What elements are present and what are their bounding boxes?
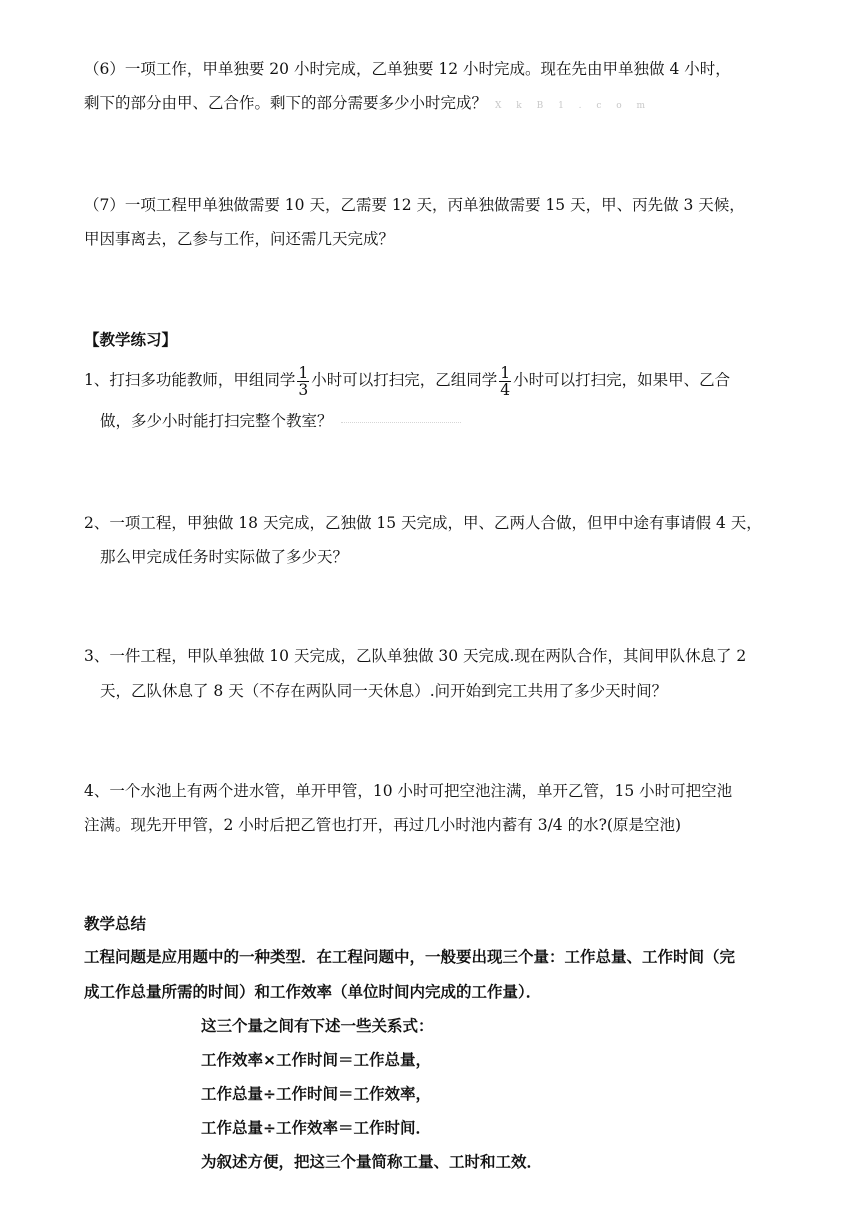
relation-2: 工作总量÷工作时间＝工作效率， [201, 1085, 431, 1103]
summary-line-2: 成工作总量所需的时间）和工作效率（单位时间内完成的工作量）． [84, 983, 542, 1001]
summary-closing: 为叙述方便，把这三个量简称工量、工时和工效． [201, 1153, 543, 1171]
problem-6-text: 剩下的部分由甲、乙合作。剩下的部分需要多少小时完成？ [84, 94, 488, 112]
practice-heading: 【教学练习】 [84, 331, 178, 349]
problem-6-line-2 [84, 92, 651, 117]
practice-1-part-b: 小时可以打扫完，乙组同学 [311, 371, 498, 389]
fraction-one-fourth [499, 365, 511, 398]
practice-4-line-2: 注满。现先开甲管，2 小时后把乙管也打开，再过几小时池内蓄有 3/4 的水?(原是空池) [84, 816, 681, 834]
fraction-1-numerator: 1 [298, 363, 309, 382]
relations-intro: 这三个量之间有下述一些关系式： [201, 1017, 434, 1035]
relation-1: 工作效率×工作时间＝工作总量， [201, 1051, 431, 1069]
summary-heading: 教学总结 [84, 915, 147, 933]
practice-4-line-1: 4、一个水池上有两个进水管，单开甲管，10 小时可把空池注满，单开乙管，15 小时可把空池 [84, 782, 733, 800]
practice-1-part-c: 小时可以打扫完，如果甲、乙合 [513, 371, 731, 389]
practice-1-line-1 [84, 360, 730, 400]
practice-1-text: 做，多少小时能打扫完整个教室？ [100, 412, 333, 430]
practice-2-line-2: 那么甲完成任务时实际做了多少天？ [100, 548, 349, 566]
practice-2-line-1: 2、一项工程，甲独做 18 天完成，乙独做 15 天完成，甲、乙两人合做，但甲中途有事请假 4 天， [84, 514, 762, 532]
problem-7-line-2: 甲因事离去，乙参与工作，问还需几天完成？ [84, 230, 395, 248]
fraction-1-denominator: 3 [298, 380, 309, 399]
problem-7-line-1: （7）一项工程甲单独做需要 10 天，乙需要 12 天，丙单独做需要 15 天，甲、丙先做 3 天候， [84, 196, 745, 214]
practice-3-line-2: 天，乙队休息了 8 天（不存在两队同一天休息）.问开始到完工共用了多少天时间？ [100, 682, 668, 700]
practice-3-line-1: 3、一件工程，甲队单独做 10 天完成，乙队单独做 30 天完成.现在两队合作，其间甲队休息了 2 [84, 647, 747, 665]
practice-1-part-a: 1、打扫多功能教师，甲组同学 [84, 371, 296, 389]
watermark-dotted-line [341, 422, 461, 423]
watermark: X k B 1 . c o m [495, 101, 652, 111]
practice-1-line-2 [100, 410, 461, 432]
problem-6-line-1: （6）一项工作，甲单独要 20 小时完成，乙单独要 12 小时完成。现在先由甲单独做 4 小时， [84, 60, 731, 78]
fraction-2-numerator: 1 [500, 363, 511, 382]
summary-line-1: 工程问题是应用题中的一种类型．在工程问题中，一般要出现三个量：工作总量、工作时间（完 [84, 948, 736, 966]
fraction-one-third [297, 365, 309, 398]
relation-3: 工作总量÷工作效率＝工作时间． [201, 1119, 431, 1137]
fraction-2-denominator: 4 [500, 380, 511, 399]
